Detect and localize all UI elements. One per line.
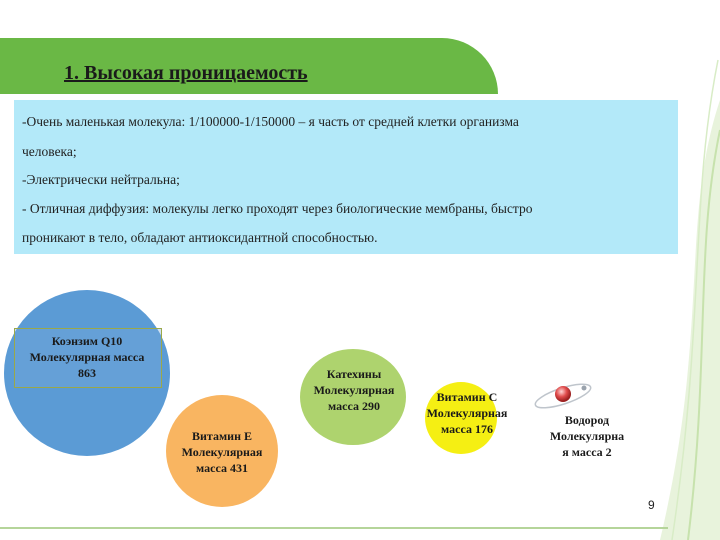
page-number: 9 (648, 498, 655, 512)
hydrogen-atom-icon (532, 378, 594, 414)
circle-mass-value: масса 290 (328, 399, 380, 413)
content-line: - Отличная диффузия: молекулы легко проходят через биологические мембраны, быстро (22, 201, 533, 216)
vitamin-e-label (166, 428, 278, 476)
vitamin-c-label (414, 389, 520, 437)
circle-mass-value: 863 (78, 366, 96, 380)
content-box (14, 100, 678, 254)
circle-mass-value: масса 431 (196, 461, 248, 475)
circle-name: Витамин Е (192, 429, 252, 443)
circle-mass-label: Молекулярная (181, 445, 263, 459)
circle-mass-label: Молекулярная (313, 383, 395, 397)
circle-name: Катехины (326, 367, 382, 381)
content-line: -Очень маленькая молекула: 1/100000-1/150000 – я часть от средней клетки организма (22, 114, 519, 129)
circle-mass-value: масса 176 (441, 422, 493, 436)
circle-name: Коэнзим Q10 (51, 334, 123, 348)
coenzyme-q10-label (12, 333, 162, 381)
circle-mass-label: Молекулярна (549, 429, 625, 443)
bottom-divider (0, 527, 668, 529)
catechins-label (298, 366, 410, 414)
circle-name: Водород (564, 413, 610, 427)
circle-mass-label: Молекулярная масса (29, 350, 145, 364)
hydrogen-label (532, 412, 642, 460)
circle-mass-value: я масса 2 (562, 445, 612, 459)
circle-mass-label: Молекулярная (426, 406, 508, 420)
content-line: -Электрически нейтральна; (22, 172, 180, 187)
page-title: 1. Высокая проницаемость (64, 62, 308, 84)
content-line: проникают в тело, обладают антиоксидантной способностью. (22, 230, 378, 245)
circle-name: Витамин С (436, 390, 498, 404)
content-line: человека; (22, 144, 77, 159)
